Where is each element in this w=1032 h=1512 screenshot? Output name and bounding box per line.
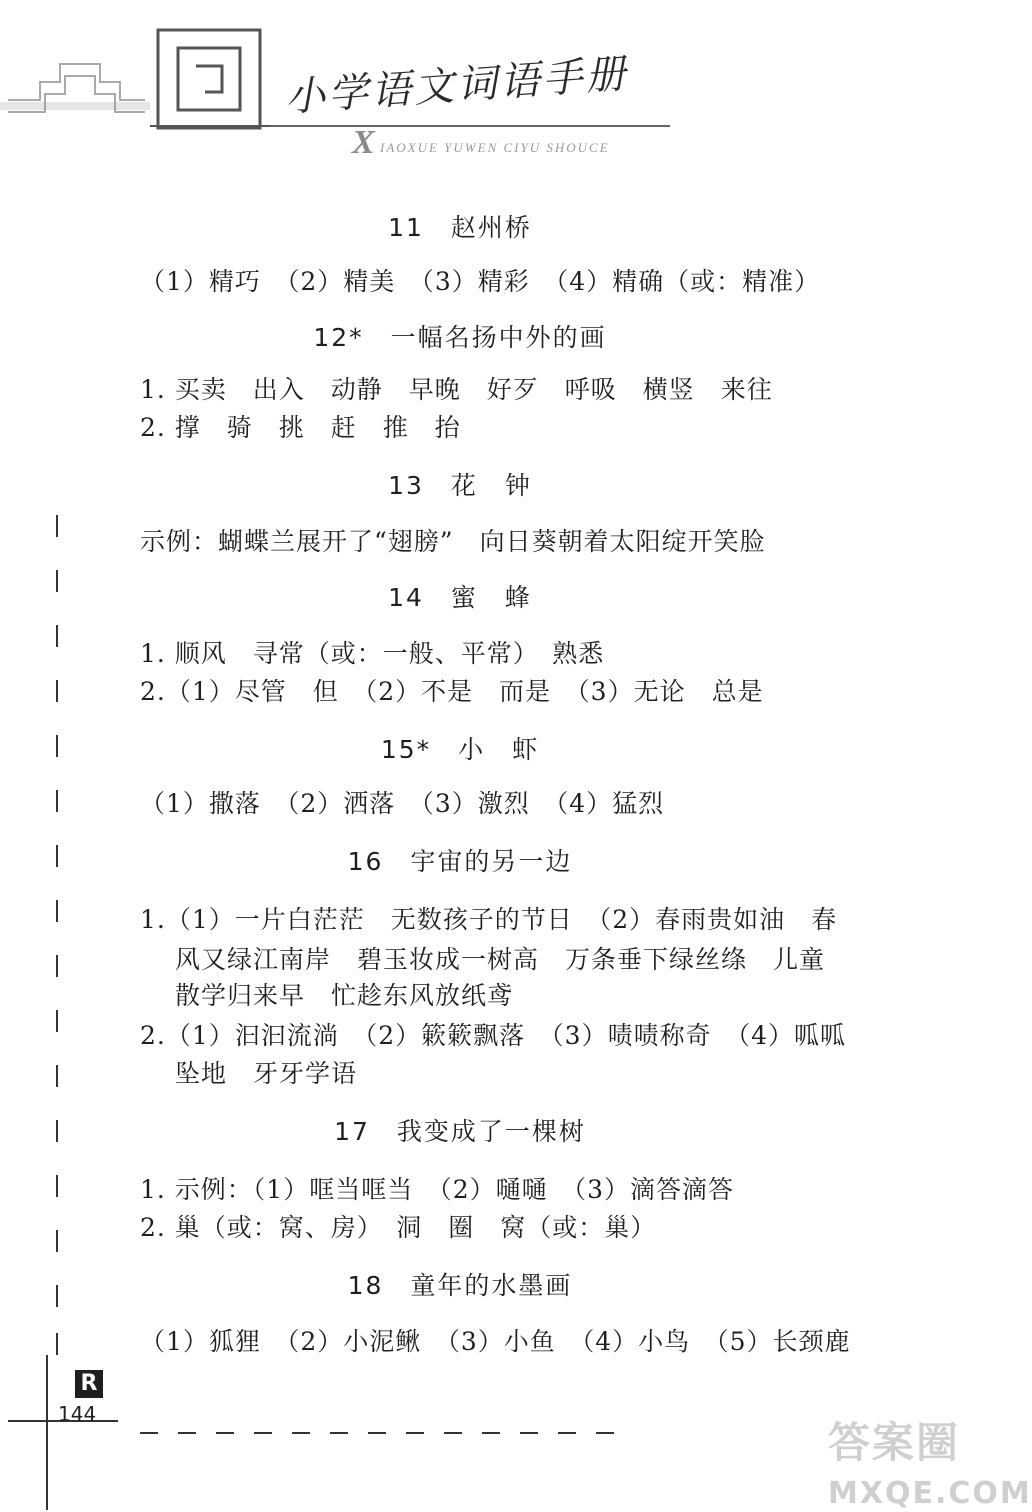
section-heading: 12* 一幅名扬中外的画: [313, 323, 607, 352]
section-heading: 17 我变成了一棵树: [334, 1117, 586, 1146]
answer-line: 散学归来早 忙趁东风放纸鸢: [175, 981, 514, 1010]
answer-line: （1）精巧 （2）精美 （3）精彩 （4）精确（或：精准）: [140, 267, 821, 296]
section-heading: 13 花 钟: [388, 471, 532, 500]
answer-line: （1）撒落 （2）洒落 （3）激烈 （4）猛烈: [140, 789, 665, 818]
section-heading: 16 宇宙的另一边: [347, 847, 573, 876]
watermark: [828, 1410, 1032, 1511]
header-x-letter: X: [352, 124, 375, 161]
section-heading: 18 童年的水墨画: [347, 1271, 573, 1300]
answer-line: 2.（1）汩汩流淌 （2）簌簌飘落 （3）啧啧称奇 （4）呱呱: [140, 1021, 846, 1050]
answer-line: 1. 顺风 寻常（或：一般、平常） 熟悉: [140, 639, 605, 668]
page-header: [0, 0, 1000, 175]
answer-line: 2. 巢（或：窝、房） 洞 圈 窝（或：巢）: [140, 1213, 657, 1242]
answer-line: 1. 示例：（1）哐当哐当 （2）嗵嗵 （3）滴答滴答: [140, 1175, 735, 1204]
section-heading: 11 赵州桥: [388, 213, 532, 242]
watermark-en: MXQE.COM: [828, 1476, 1032, 1511]
header-title: 小学语文词语手册: [283, 51, 631, 121]
answer-line: （1）狐狸 （2）小泥鳅 （3）小鱼 （4）小鸟 （5）长颈鹿: [140, 1327, 851, 1356]
publisher-badge-icon: R: [75, 1370, 103, 1398]
footer-vertical-line: [46, 1355, 48, 1510]
answer-line: 2. 撑 骑 挑 赶 推 抬: [140, 413, 461, 442]
page-number: 144: [58, 1402, 97, 1426]
header-subtitle: IAOXUE YUWEN CIYU SHOUCE: [380, 140, 610, 155]
answer-line: 2.（1）尽管 但 （2）不是 而是 （3）无论 总是: [140, 677, 764, 706]
section-heading: 14 蜜 蜂: [388, 583, 532, 612]
answer-line: 风又绿江南岸 碧玉妆成一树高 万条垂下绿丝绦 儿童: [175, 945, 826, 974]
header-decoration: [0, 0, 300, 175]
margin-cut-marks: [56, 515, 62, 1355]
answer-line: 1. 买卖 出入 动静 早晚 好歹 呼吸 横竖 来往: [140, 375, 773, 404]
answer-line: 坠地 牙牙学语: [175, 1059, 358, 1088]
watermark-cn: 答案圈: [828, 1418, 961, 1467]
section-heading: 15* 小 虾: [380, 735, 540, 764]
answer-line: 1.（1）一片白茫茫 无数孩子的节日 （2）春雨贵如油 春: [140, 905, 838, 934]
answer-line: 示例：蝴蝶兰展开了“翅膀” 向日葵朝着太阳绽开笑脸: [140, 527, 766, 556]
